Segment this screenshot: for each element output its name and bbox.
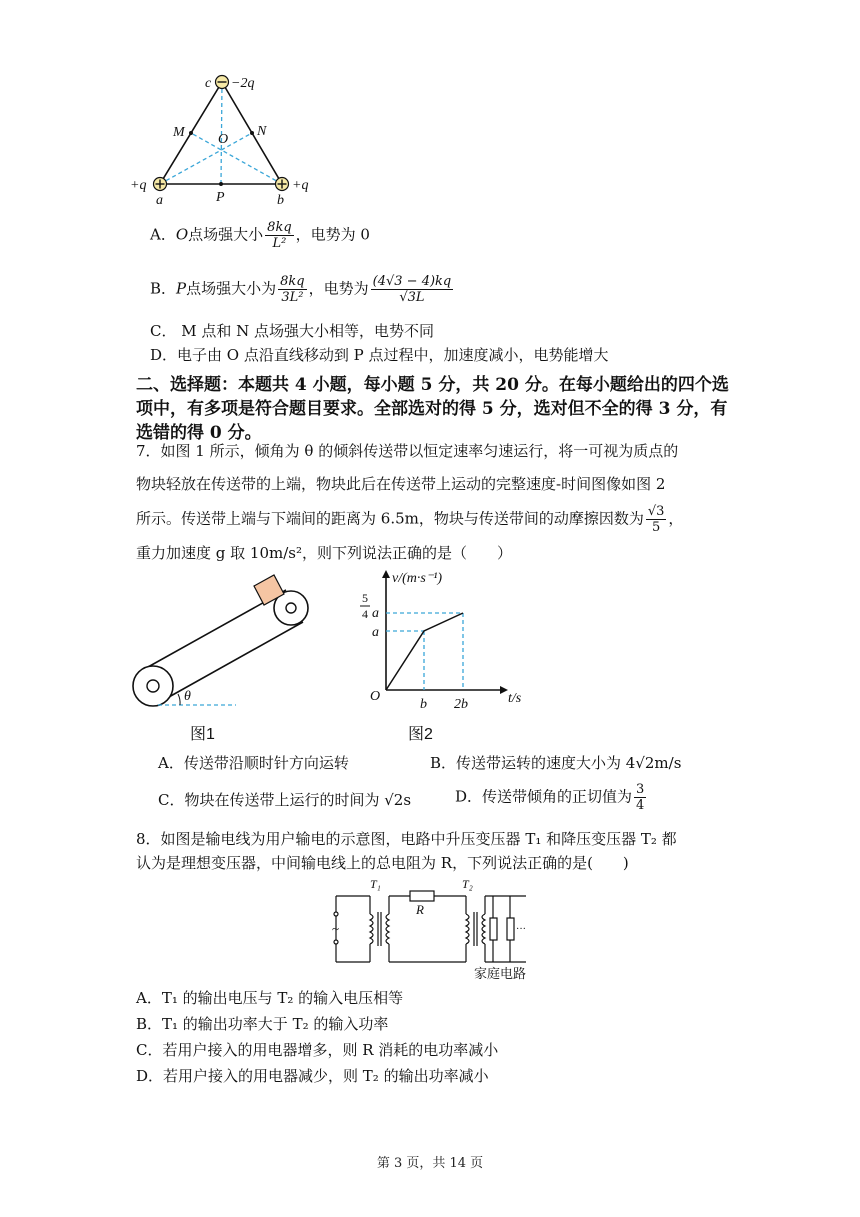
q7-stem-line1: 7．如图 1 所示，倾角为 θ 的倾斜传送带以恒定速率匀速运行，将一可视为质点的 (136, 442, 679, 460)
label-R: R (416, 902, 424, 917)
label-a: a (156, 193, 163, 208)
q8-option-b: B．T₁ 的输出功率大于 T₂ 的输入功率 (136, 1015, 389, 1033)
page-footer: 第 3 页，共 14 页 (376, 1156, 484, 1171)
label-M: M (173, 125, 185, 140)
label-plusq-right: +q (292, 178, 309, 193)
label-plusq-left: +q (130, 178, 147, 193)
ac-symbol: ~ (332, 921, 340, 936)
ylabel: v/(m·s⁻¹) (392, 571, 443, 586)
more-loads: ··· (516, 924, 526, 935)
label-O: O (218, 132, 229, 147)
tick-a-upper: a (372, 606, 379, 621)
section2-line2: 项中，有多项是符合题目要求。全部选对的得 5 分，选对但不全的得 3 分，有 (136, 399, 728, 419)
q7-option-b: B．传送带运转的速度大小为 4√2m/s (430, 754, 682, 772)
tick-4: 4 (362, 607, 368, 621)
section2-line1: 二、选择题：本题共 4 小题，每小题 5 分，共 20 分。在每小题给出的四个选 (136, 375, 729, 395)
q7-stem-line2: 物块轻放在传送带的上端，物块此后在传送带上运动的完整速度-时间图像如图 2 (136, 475, 666, 493)
tick-5: 5 (362, 591, 368, 605)
q7-stem-line3: 所示。传送带上端与下端间的距离为 6.5m，物块与传送带间的动摩擦因数为 $\frac{√3}{5}$ ， (136, 504, 684, 535)
q8-option-d: D．若用户接入的用电器减少，则 T₂ 的输出功率减小 (136, 1067, 489, 1085)
label-neg2q: −2q (231, 76, 255, 91)
label-b: b (277, 193, 284, 208)
xlabel: t/s (508, 691, 522, 706)
q6-option-a: A．O点场强大小 $\frac{8kq}{\text{L²}}$ ，电势为 0 (150, 220, 370, 251)
section2-line3: 选错的得 0 分。 (136, 423, 262, 443)
tick-2b: 2b (454, 697, 468, 712)
q7-option-a: A．传送带沿顺时针方向运转 (158, 754, 349, 772)
q7-option-d: D．传送带倾角的正切值为 $\frac{3}{4}$ (455, 782, 645, 813)
home-circuit-label: 家庭电路 (474, 966, 527, 981)
fig2-caption: 图2 (408, 726, 433, 743)
velocity-time-graph (350, 566, 530, 752)
label-T1: T₁ (370, 877, 381, 891)
label-c: c (205, 76, 212, 91)
q7-option-c: C．物块在传送带上运行的时间为 √2s (158, 791, 412, 809)
q6-option-b: B．P点场强大小为 $\frac{8kq}{\text{3L²}}$ ，电势为 $\frac{(4√3 - 4)kq}{√3L}$ (150, 274, 452, 305)
tick-b: b (420, 697, 427, 712)
q6-option-c: C． M 点和 N 点场强大小相等，电势不同 (150, 322, 435, 340)
q8-stem-line1: 8．如图是输电线为用户输电的示意图，电路中升压变压器 T₁ 和降压变压器 T₂ 都 (136, 830, 677, 848)
label-T2: T₂ (462, 877, 473, 891)
power-transmission-circuit (326, 876, 536, 984)
q8-stem-line2: 认为是理想变压器，中间输电线上的总电阻为 R，下列说法正确的是( ) (136, 854, 629, 872)
theta-label: θ (184, 689, 191, 704)
q8-option-a: A．T₁ 的输出电压与 T₂ 的输入电压相等 (136, 989, 404, 1007)
fig1-caption: 图1 (190, 726, 215, 743)
label-P: P (216, 190, 225, 205)
q6-option-d: D．电子由 O 点沿直线移动到 P 点过程中，加速度减小，电势能增大 (150, 346, 609, 364)
conveyor-belt-figure (128, 572, 318, 752)
label-N: N (257, 124, 267, 139)
q8-option-c: C．若用户接入的用电器增多，则 R 消耗的电功率减小 (136, 1041, 499, 1059)
q7-stem-line4: 重力加速度 g 取 10m/s²，则下列说法正确的是（ ） (136, 544, 512, 562)
origin-label: O (370, 689, 381, 704)
tick-a-lower: a (372, 625, 379, 640)
triangle-charge-figure (128, 68, 318, 210)
